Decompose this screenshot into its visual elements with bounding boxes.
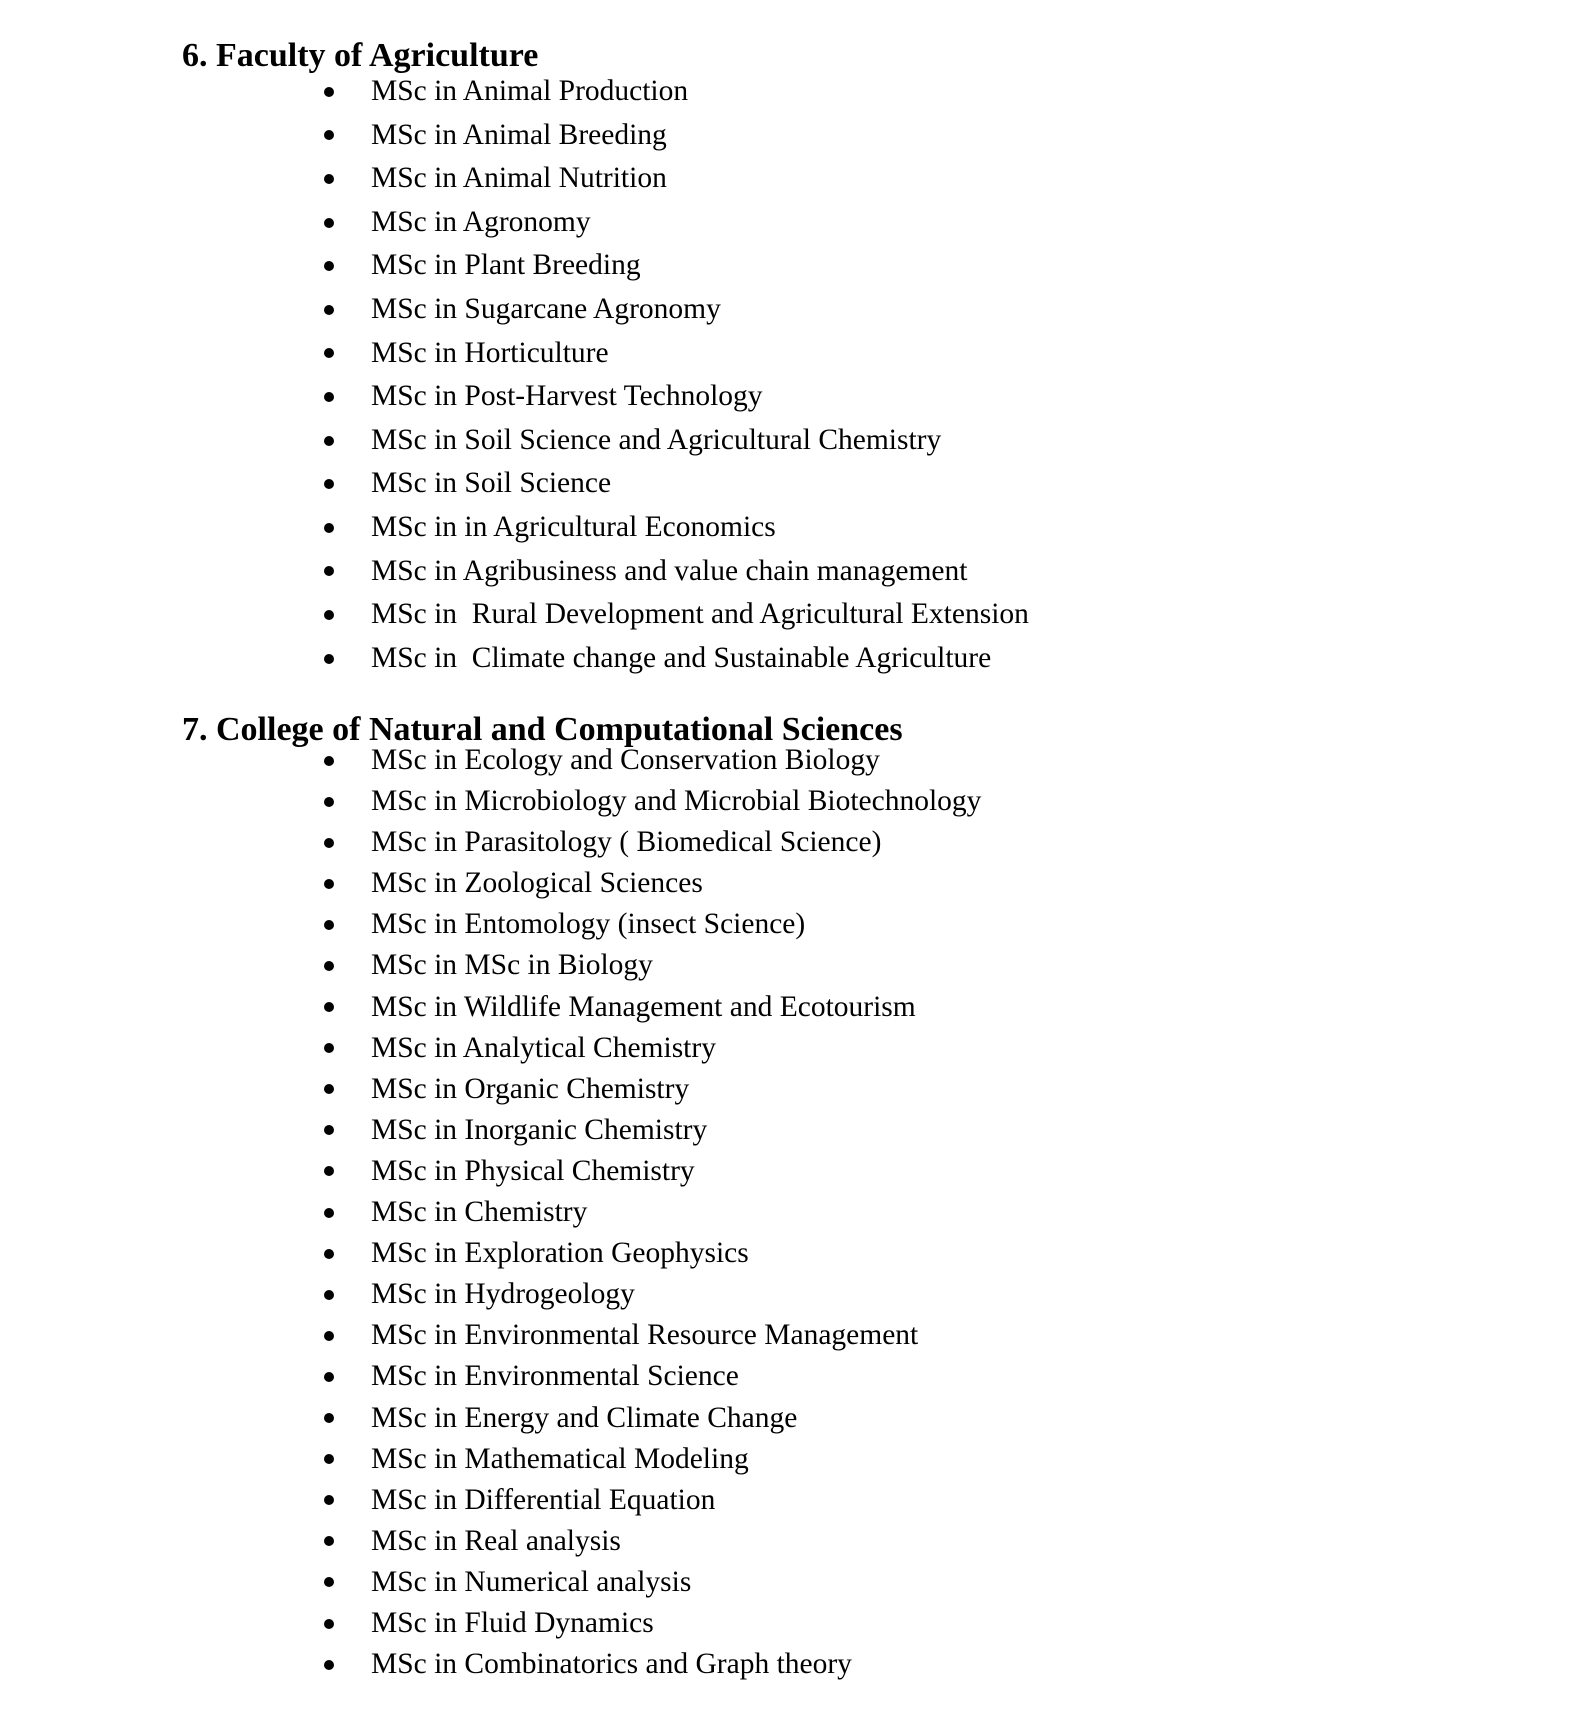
section-heading: 6. Faculty of Agriculture (182, 37, 539, 74)
program-name: MSc in Inorganic Chemistry (371, 1113, 708, 1146)
program-name: MSc in Wildlife Management and Ecotourism (371, 990, 916, 1023)
list-item (0, 593, 1574, 637)
bullet-icon (324, 1619, 334, 1629)
bullet-icon (324, 1536, 334, 1546)
list-item (0, 945, 1574, 986)
bullet-icon (324, 479, 334, 489)
section-natural-computational-sciences (0, 704, 1574, 1685)
program-name: MSc in Animal Nutrition (371, 162, 667, 195)
list-item (0, 1274, 1574, 1315)
bullet-icon (324, 1043, 334, 1053)
bullet-icon (324, 1002, 334, 1012)
bullet-icon (324, 1495, 334, 1505)
program-name: MSc in Entomology (insect Science) (371, 908, 806, 941)
bullet-icon (324, 756, 334, 766)
bullet-icon (324, 1660, 334, 1670)
bullet-icon (324, 1084, 334, 1094)
bullet-icon (324, 654, 334, 664)
program-name: MSc in MSc in Biology (371, 949, 653, 982)
program-list (0, 70, 1574, 680)
list-item (0, 419, 1574, 463)
list-item (0, 332, 1574, 376)
bullet-icon (324, 838, 334, 848)
program-name: MSc in Animal Breeding (371, 118, 667, 151)
list-item (0, 550, 1574, 594)
program-name: MSc in in Agricultural Economics (371, 510, 776, 543)
bullet-icon (324, 436, 334, 446)
bullet-icon (324, 920, 334, 930)
program-name: MSc in Organic Chemistry (371, 1072, 690, 1105)
program-name: MSc in Differential Equation (371, 1483, 716, 1516)
list-item (0, 1356, 1574, 1397)
program-name: MSc in Real analysis (371, 1524, 621, 1557)
bullet-icon (324, 1372, 334, 1382)
bullet-icon (324, 305, 334, 315)
program-name: MSc in Mathematical Modeling (371, 1442, 749, 1475)
bullet-icon (324, 1577, 334, 1587)
list-item (0, 288, 1574, 332)
bullet-icon (324, 879, 334, 889)
list-item (0, 157, 1574, 201)
program-name: MSc in Physical Chemistry (371, 1154, 695, 1187)
bullet-icon (324, 174, 334, 184)
list-item (0, 637, 1574, 681)
bullet-icon (324, 1454, 334, 1464)
bullet-icon (324, 261, 334, 271)
list-item (0, 1603, 1574, 1644)
program-name: MSc in Sugarcane Agronomy (371, 292, 721, 325)
bullet-icon (324, 130, 334, 140)
bullet-icon (324, 1249, 334, 1259)
list-item (0, 114, 1574, 158)
bullet-icon (324, 610, 334, 620)
bullet-icon (324, 1208, 334, 1218)
program-name: MSc in Climate change and Sustainable Agriculture (371, 641, 992, 674)
list-item (0, 201, 1574, 245)
bullet-icon (324, 566, 334, 576)
bullet-icon (324, 1413, 334, 1423)
list-item (0, 70, 1574, 114)
list-item (0, 506, 1574, 550)
program-name: MSc in Hydrogeology (371, 1278, 635, 1311)
list-item (0, 1069, 1574, 1110)
program-name: MSc in Zoological Sciences (371, 867, 703, 900)
program-name: MSc in Combinatorics and Graph theory (371, 1648, 852, 1681)
list-item (0, 1151, 1574, 1192)
program-name: MSc in Energy and Climate Change (371, 1401, 798, 1434)
bullet-icon (324, 348, 334, 358)
bullet-icon (324, 218, 334, 228)
program-name: MSc in Parasitology ( Biomedical Science) (371, 826, 882, 859)
list-item (0, 375, 1574, 419)
bullet-icon (324, 1331, 334, 1341)
program-list (0, 740, 1574, 1685)
bullet-icon (324, 1290, 334, 1300)
section-faculty-of-agriculture (0, 30, 1574, 680)
list-item (0, 1562, 1574, 1603)
list-item (0, 904, 1574, 945)
program-name: MSc in Plant Breeding (371, 249, 641, 282)
list-item (0, 1192, 1574, 1233)
list-item (0, 1233, 1574, 1274)
program-name: MSc in Animal Production (371, 75, 689, 107)
program-name: MSc in Ecology and Conservation Biology (371, 744, 880, 776)
bullet-icon (324, 392, 334, 402)
program-name: MSc in Rural Development and Agricultural Extension (371, 598, 1029, 631)
list-item (0, 1644, 1574, 1685)
list-item (0, 1028, 1574, 1069)
bullet-icon (324, 961, 334, 971)
program-name: MSc in Soil Science and Agricultural Chemistry (371, 423, 942, 456)
bullet-icon (324, 797, 334, 807)
program-name: MSc in Exploration Geophysics (371, 1237, 749, 1270)
list-item (0, 1315, 1574, 1356)
list-item (0, 1521, 1574, 1562)
list-item (0, 1398, 1574, 1439)
program-name: MSc in Fluid Dynamics (371, 1606, 654, 1639)
program-name: MSc in Environmental Science (371, 1360, 739, 1393)
list-item (0, 1439, 1574, 1480)
bullet-icon (324, 1125, 334, 1135)
bullet-icon (324, 1166, 334, 1176)
program-name: MSc in Agronomy (371, 205, 591, 238)
list-item (0, 863, 1574, 904)
list-item (0, 740, 1574, 781)
program-name: MSc in Numerical analysis (371, 1565, 692, 1598)
bullet-icon (324, 87, 334, 97)
list-item (0, 1480, 1574, 1521)
program-name: MSc in Analytical Chemistry (371, 1031, 716, 1064)
bullet-icon (324, 523, 334, 533)
program-name: MSc in Soil Science (371, 467, 612, 500)
program-name: MSc in Environmental Resource Management (371, 1319, 919, 1352)
program-name: MSc in Chemistry (371, 1196, 588, 1229)
program-name: MSc in Post-Harvest Technology (371, 380, 763, 413)
list-item (0, 244, 1574, 288)
program-name: MSc in Horticulture (371, 336, 609, 369)
program-name: MSc in Agribusiness and value chain management (371, 554, 968, 587)
section-heading: 7. College of Natural and Computational Sciences (182, 711, 903, 748)
program-name: MSc in Microbiology and Microbial Biotechnology (371, 785, 982, 818)
list-item (0, 462, 1574, 506)
list-item (0, 1110, 1574, 1151)
list-item (0, 781, 1574, 822)
list-item (0, 822, 1574, 863)
list-item (0, 987, 1574, 1028)
